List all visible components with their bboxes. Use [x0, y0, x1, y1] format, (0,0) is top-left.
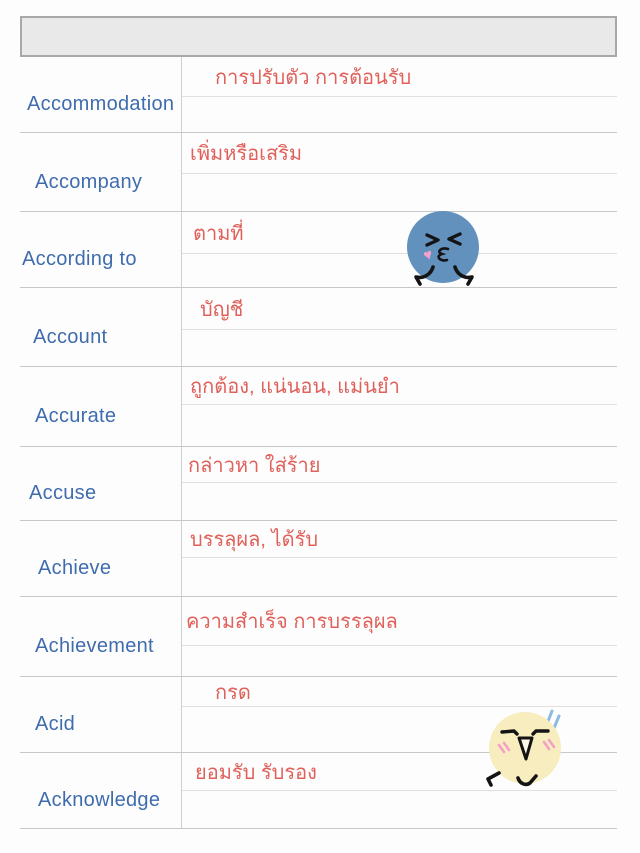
thai-translation: บรรลุผล, ได้รับ	[190, 529, 319, 551]
english-word: According to	[22, 248, 137, 270]
english-word: Achievement	[35, 635, 154, 657]
sheet-header-bar	[20, 16, 617, 57]
thai-cell	[182, 447, 617, 520]
english-word: Accompany	[35, 170, 143, 193]
thai-cell	[182, 212, 617, 287]
blank-line	[182, 405, 617, 446]
blank-line	[182, 97, 617, 132]
english-cell	[20, 288, 182, 366]
thai-translation: การปรับตัว การต้อนรับ	[215, 66, 412, 89]
table-row	[20, 57, 617, 133]
thai-cell	[182, 133, 617, 211]
thai-cell	[182, 57, 617, 132]
table-row	[20, 597, 617, 677]
english-cell	[20, 367, 182, 446]
table-row	[20, 212, 617, 288]
english-cell	[20, 597, 182, 676]
blue-kissing-face-sticker	[403, 207, 485, 289]
table-row	[20, 521, 617, 597]
english-word: Account	[33, 325, 108, 348]
thai-translation: ความสำเร็จ การบรรลุผล	[186, 611, 398, 633]
english-word: Achieve	[38, 557, 112, 579]
table-row	[20, 367, 617, 447]
table-row	[20, 133, 617, 212]
blank-line	[182, 558, 617, 596]
english-cell	[20, 212, 182, 287]
blank-line	[182, 254, 617, 287]
table-row	[20, 447, 617, 521]
english-word: Accuse	[29, 482, 97, 504]
english-word: Accommodation	[27, 93, 175, 115]
blank-line	[182, 646, 617, 676]
sweat-drop-icon	[554, 716, 559, 728]
english-word: Accurate	[35, 405, 117, 427]
yellow-relieved-face-sticker	[482, 705, 572, 800]
thai-translation: ยอมรับ รับรอง	[195, 761, 317, 784]
english-cell	[20, 521, 182, 596]
thai-translation: เพิ่มหรือเสริม	[190, 143, 303, 165]
english-word: Acknowledge	[38, 789, 161, 811]
thai-cell	[182, 597, 617, 676]
english-cell	[20, 57, 182, 132]
heart-icon: ♥	[421, 245, 435, 265]
thai-translation: กรด	[215, 681, 251, 704]
thai-translation: ถูกต้อง, แน่นอน, แม่นยำ	[190, 375, 400, 398]
blank-line	[182, 330, 617, 366]
thai-translation: กล่าวหา ใส่ร้าย	[188, 454, 321, 477]
thai-translation: ตามที่	[193, 222, 244, 245]
thai-translation: บัญชี	[200, 298, 244, 321]
table-row	[20, 288, 617, 367]
english-cell	[20, 447, 182, 520]
sticker-face	[407, 211, 479, 283]
english-word: Acid	[35, 713, 76, 735]
thai-cell	[182, 367, 617, 446]
thai-cell	[182, 288, 617, 366]
blank-line	[182, 174, 617, 211]
english-cell	[20, 133, 182, 211]
thai-cell	[182, 521, 617, 596]
left-arm-icon	[488, 773, 499, 785]
blank-line	[182, 483, 617, 520]
english-cell	[20, 677, 182, 752]
english-cell	[20, 753, 182, 828]
